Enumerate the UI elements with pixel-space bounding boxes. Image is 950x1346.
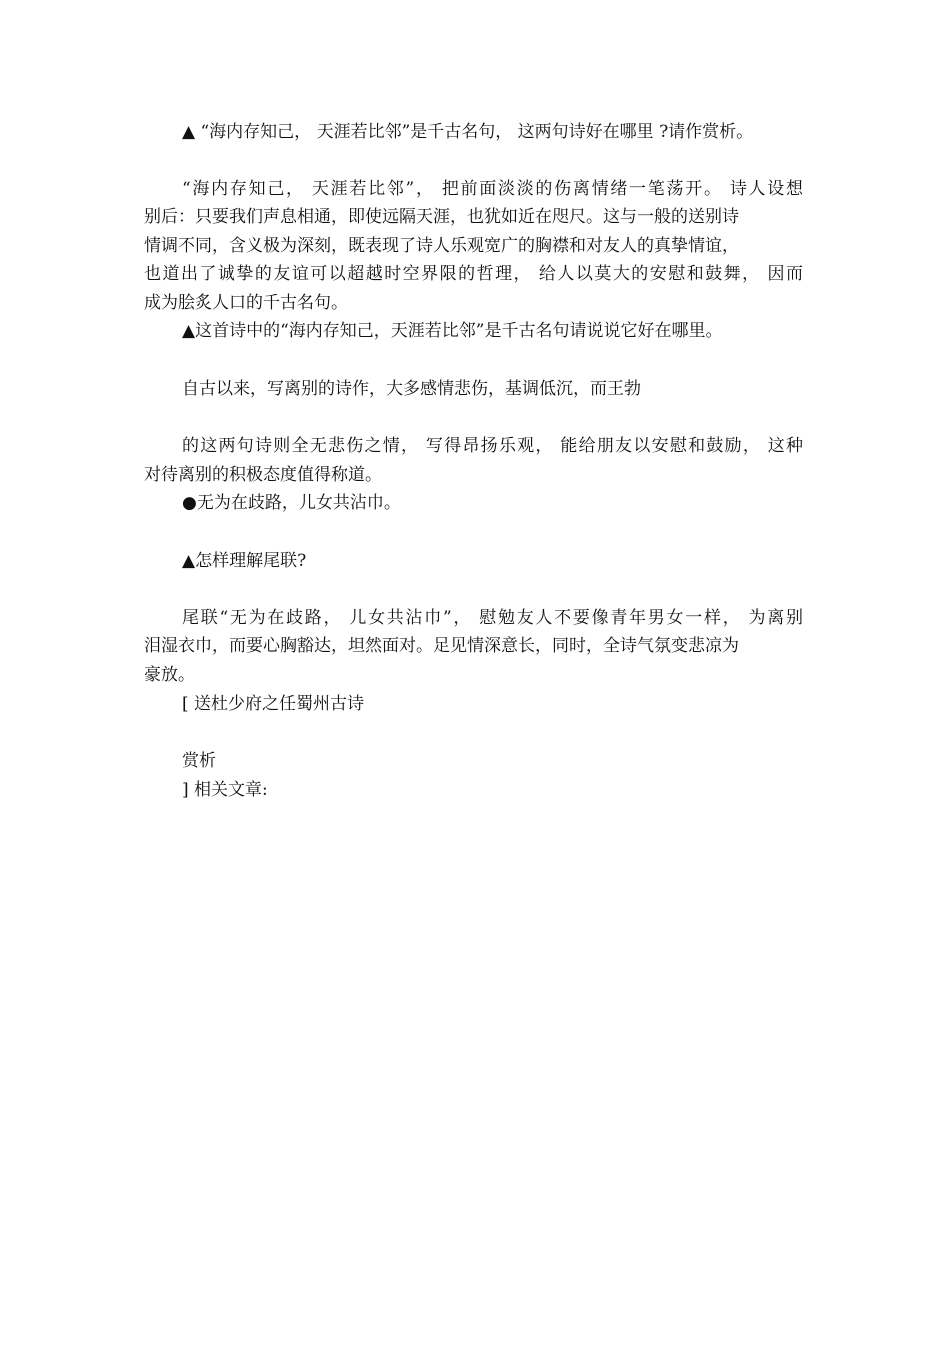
footer-title: [ 送杜少府之任蜀州古诗 <box>182 694 365 714</box>
related-articles-label: ] 相关文章: <box>182 780 268 800</box>
question-1: ▲ “海内存知己， 天涯若比邻”是千古名句， 这两句诗好在哪里 ?请作赏析。 <box>182 122 754 142</box>
answer-3-line-3: 豪放。 <box>144 665 195 685</box>
answer-1-line-3: 情调不同，含义极为深刻，既表现了诗人乐观宽广的胸襟和对友人的真挚情谊， <box>144 236 739 256</box>
question-3: ▲怎样理解尾联? <box>182 551 307 571</box>
answer-1-line-4: 也道出了诚挚的友谊可以超越时空界限的哲理， 给人以莫大的安慰和鼓舞， 因而 <box>144 264 803 284</box>
answer-1-line-1: “海内存知己， 天涯若比邻”， 把前面淡淡的伤离情绪一笔荡开。 诗人设想 <box>182 179 803 199</box>
answer-2-line-3: 对待离别的积极态度值得称道。 <box>144 465 382 485</box>
answer-1-line-5: 成为脍炙人口的千古名句。 <box>144 293 348 313</box>
answer-2-line-1: 自古以来，写离别的诗作，大多感情悲伤，基调低沉，而王勃 <box>182 379 641 399</box>
answer-3-line-1: 尾联“无为在歧路， 儿女共沾巾”， 慰勉友人不要像青年男女一样， 为离别 <box>182 608 803 628</box>
answer-1-line-2: 别后：只要我们声息相通，即使远隔天涯，也犹如近在咫尺。这与一般的送别诗 <box>144 207 739 227</box>
answer-3-line-2: 泪湿衣巾，而要心胸豁达，坦然面对。足见情深意长，同时，全诗气氛变悲凉为 <box>144 636 739 656</box>
footer-subtitle: 赏析 <box>182 751 216 771</box>
answer-2-line-2: 的这两句诗则全无悲伤之情， 写得昂扬乐观， 能给朋友以安慰和鼓励， 这种 <box>182 436 803 456</box>
verse-line: ●无为在歧路，儿女共沾巾。 <box>182 493 401 513</box>
question-2: ▲这首诗中的“海内存知己，天涯若比邻”是千古名句请说说它好在哪里。 <box>182 321 723 341</box>
